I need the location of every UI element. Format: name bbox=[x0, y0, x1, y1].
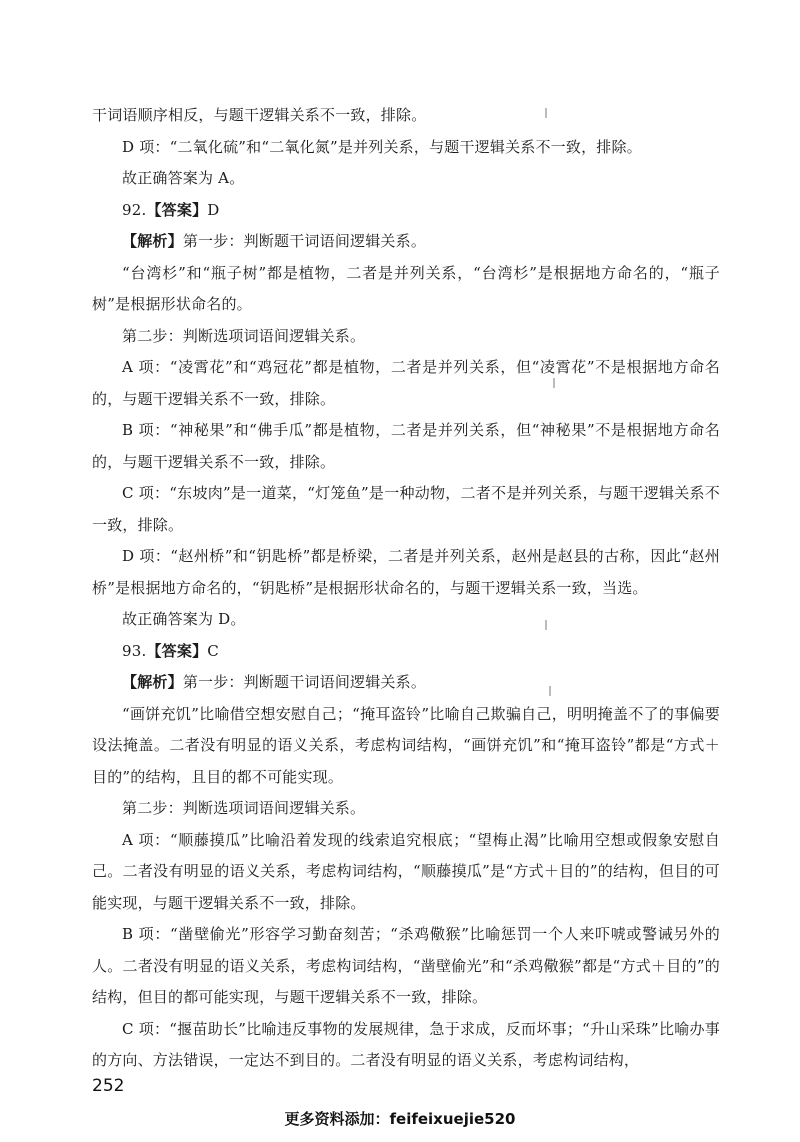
document-body bbox=[92, 100, 720, 1077]
scan-speck bbox=[553, 378, 555, 388]
section-tag: 【解析】 bbox=[122, 232, 183, 250]
paragraph-text: “台湾杉”和“瓶子树”都是植物，二者是并列关系，“台湾杉”是根据地方命名的，“瓶子树”是根据形状命名的。 bbox=[92, 263, 720, 313]
section-tag: 【解析】 bbox=[122, 673, 183, 691]
paragraph bbox=[92, 667, 720, 699]
paragraph-text: C 项：“揠苗助长”比喻违反事物的发展规律，急于求成，反而坏事；“升山采珠”比喻办事的方向、方法错误，一定达不到目的。二者没有明显的语义关系，考虑构词结构， bbox=[92, 1019, 720, 1069]
paragraph bbox=[92, 604, 720, 636]
paragraph bbox=[92, 919, 720, 1014]
page-number: 252 bbox=[92, 1076, 125, 1096]
paragraph-text: D 项：“二氧化硫”和“二氧化氮”是并列关系，与题干逻辑关系不一致，排除。 bbox=[122, 137, 642, 156]
paragraph bbox=[92, 352, 720, 415]
paragraph bbox=[92, 825, 720, 920]
paragraph bbox=[92, 100, 720, 132]
paragraph-text: 故正确答案为 D。 bbox=[122, 610, 246, 628]
section-tag: 【答案】 bbox=[146, 641, 208, 660]
section-tag: 【答案】 bbox=[146, 200, 208, 219]
paragraph bbox=[92, 415, 720, 478]
paragraph-text: 第二步：判断选项词语间逻辑关系。 bbox=[122, 326, 366, 345]
paragraph-text: B 项：“凿壁偷光”形容学习勤奋刻苦；“杀鸡儆猴”比喻惩罚一个人来吓唬或警诫另外的人。二者没有明显的语义关系，考虑构词结构，“凿壁偷光”和“杀鸡儆猴”都是“方式＋目的”的结构，但目的都可能实现，与题干逻辑关系不一致，排除。 bbox=[92, 925, 720, 1006]
paragraph-text: 干词语顺序相反，与题干逻辑关系不一致，排除。 bbox=[92, 106, 427, 124]
paragraph bbox=[92, 636, 720, 668]
question-number: 92. bbox=[122, 200, 147, 219]
paragraph-text: 第二步：判断选项词语间逻辑关系。 bbox=[122, 799, 366, 817]
scan-speck bbox=[545, 620, 547, 630]
paragraph-text: D bbox=[207, 200, 220, 219]
scan-speck bbox=[545, 108, 547, 118]
paragraph bbox=[92, 699, 720, 794]
footer-note: 更多资料添加：feifeixuejie520 bbox=[284, 1110, 516, 1128]
paragraph bbox=[92, 163, 720, 195]
paragraph bbox=[92, 258, 720, 321]
paragraph bbox=[92, 321, 720, 353]
question-number: 93. bbox=[122, 641, 147, 660]
scan-speck bbox=[549, 686, 551, 696]
paragraph-text: A 项：“顺藤摸瓜”比喻沿着发现的线索追究根底；“望梅止渴”比喻用空想或假象安慰自己。二者没有明显的语义关系，考虑构词结构，“顺藤摸瓜”是“方式＋目的”的结构，但目的可能实现，与题干逻辑关系不一致，排除。 bbox=[92, 830, 720, 912]
paragraph-text: A 项：“凌霄花”和“鸡冠花”都是植物，二者是并列关系，但“凌霄花”不是根据地方命名的，与题干逻辑关系不一致，排除。 bbox=[92, 358, 720, 408]
paragraph-text: 故正确答案为 A。 bbox=[122, 169, 245, 187]
paragraph-text: C 项：“东坡肉”是一道菜，“灯笼鱼”是一种动物，二者不是并列关系，与题干逻辑关系不一致，排除。 bbox=[92, 484, 720, 534]
paragraph bbox=[92, 132, 720, 164]
paragraph-text: 第一步：判断题干词语间逻辑关系。 bbox=[182, 673, 427, 691]
paragraph bbox=[92, 793, 720, 825]
paragraph bbox=[92, 226, 720, 258]
paragraph-text: C bbox=[207, 641, 219, 660]
paragraph-text: B 项：“神秘果”和“佛手瓜”都是植物，二者是并列关系，但“神秘果”不是根据地方命名的，与题干逻辑关系不一致，排除。 bbox=[92, 421, 720, 471]
paragraph bbox=[92, 195, 720, 227]
paragraph-text: 第一步：判断题干词语间逻辑关系。 bbox=[182, 232, 427, 250]
paragraph bbox=[92, 1014, 720, 1077]
paragraph bbox=[92, 478, 720, 541]
paragraph-text: “画饼充饥”比喻借空想安慰自己；“掩耳盗铃”比喻自己欺骗自己，明明掩盖不了的事偏要设法掩盖。二者没有明显的语义关系，考虑构词结构，“画饼充饥”和“掩耳盗铃”都是“方式＋目的”的结构，且目的都不可能实现。 bbox=[92, 704, 720, 786]
paragraph-text: D 项：“赵州桥”和“钥匙桥”都是桥梁，二者是并列关系，赵州是赵县的古称，因此“赵州桥”是根据地方命名的，“钥匙桥”是根据形状命名的，与题干逻辑关系一致，当选。 bbox=[92, 547, 720, 597]
paragraph bbox=[92, 541, 720, 604]
